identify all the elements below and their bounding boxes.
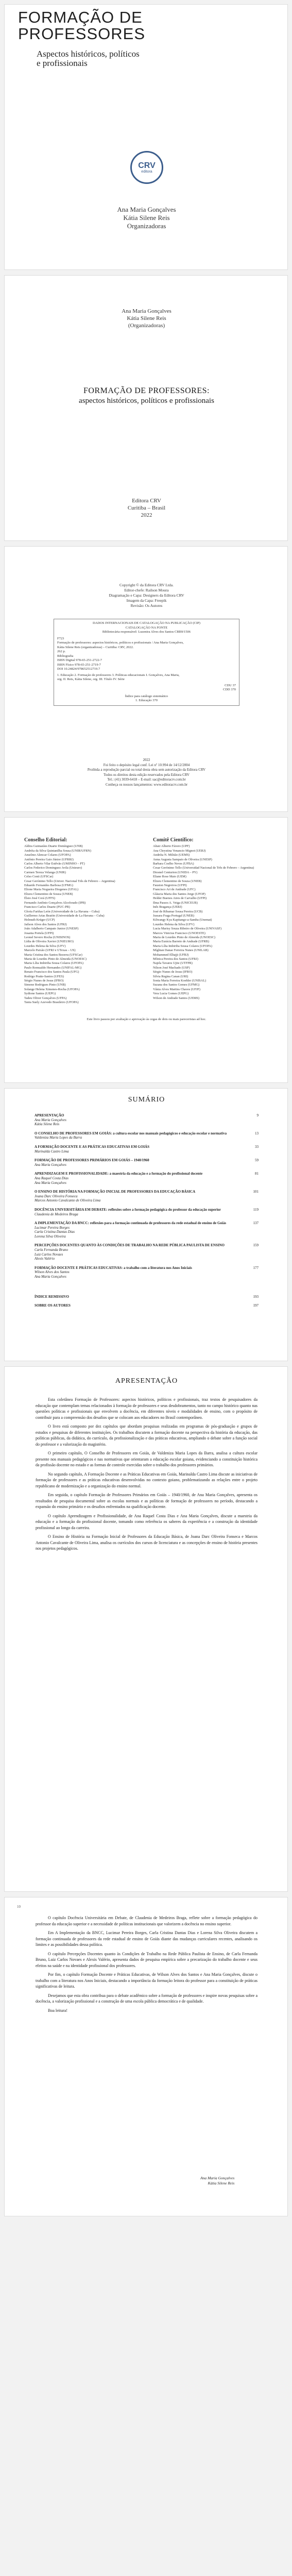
council-member: Sérgio Nunes de Jesus (IFRO) [153, 970, 193, 974]
presentation-paragraph: O livro está composto por dez capítulos que abordam pesquisas realizadas em programas de pós-graduação e grupos de estudos e pesquisas de diferentes instituições. Os trabalhos discutem a formação docente na perspectiva da história da educação, das políticas públicas, da didática, do currículo, da profissionalização e das práticas educativas, ampliando o debate sobre a função social do professor e a valorização do magistério. [36, 1424, 257, 1447]
presentation-paragraph: No segundo capítulo, A Formação Docente e as Práticas Educativas em Goiás, Marinalda Castro Lima discute as iniciativas de formação de professores e as práticas educativas desenvolvidas no contexto goiano, problematizando as relações entre o projeto republicano de modernização e a organização do ensino normal. [36, 1471, 257, 1488]
presentation-paragraph: O capítulo Percepções Docentes quanto às Condições de Trabalho na Rede Pública Paulista de Ensino, de Carla Fernanda Bruno, Luiz Carlos Novaes e Alexis Valério, apresenta dados de pesquisa empírica sobre a precarização do trabalho docente e seus efeitos na saúde e na identidade profissional dos professores. [36, 1951, 257, 1968]
council-member: Elizeu Clementino de Souza (UNEB) [153, 879, 202, 883]
council-member: Antônio Pereira Gaio Júnior (UFRRJ) [24, 857, 74, 861]
council-member: Jussara Fraga Portugal (UNEB) [153, 913, 194, 918]
council-member: Carlos Federico Dominguez Avila (Unieuro) [24, 866, 82, 870]
council-member: Jailson Alves dos Santos (UFRJ) [24, 922, 67, 926]
council-member: Lourdes Helena da Silva (UFV) [153, 922, 195, 926]
toc-entry-page: 13 [255, 1131, 259, 1136]
cip-line: Bibliografia [57, 654, 74, 658]
logo-subtext: editora [141, 170, 152, 174]
council-member: Tadeu Oliver Gonçalves (UFPA) [24, 996, 67, 1000]
presentation-paragraph: O capítulo Docência Universitária em Debate, de Claudenia de Medeiros Braga, reflete sobre a formação pedagógica do professor da educação superior e a necessidade de políticas institucionais que valorizem a docência no ensino superior. [36, 1916, 257, 1926]
toc-entry[interactable] [35, 1172, 259, 1185]
council-page [4, 817, 288, 1083]
committee-title: Comitê Científico: [153, 837, 194, 843]
cover-title-line1: FORMAÇÃO DE [18, 8, 143, 26]
council-member: Andréia da Silva Quintanilha Sousa (UNIR/UFRN) [24, 849, 91, 853]
cip-heading-2: CATALOGAÇÃO NA FONTE [125, 625, 168, 630]
cip-line: CDU 37 [225, 683, 236, 687]
presentation-continued-page [4, 1897, 288, 2216]
toc-entry-page: 177 [253, 1265, 259, 1270]
peer-review-note: Este livro passou por avaliação e aprovação às cegas de dois ou mais pareceristas ad hoc. [87, 1018, 207, 1021]
council-member: Maria Lília Imbiriba Sousa Colares (UFOPA) [153, 944, 213, 948]
review-line: Revisão: Os Autores [130, 603, 163, 608]
council-member: Silvia Regina Canan (URI) [153, 974, 188, 978]
toc-entry-page: 197 [253, 1303, 259, 1308]
council-member: Francisco Carlos Duarte (PUC-PR) [24, 905, 71, 909]
presentation-paragraph: O primeiro capítulo, O Conselho de Professores em Goiás, de Valdeniza Maria Lopes da Barra, analisa a cultura escolar presente nos manuais pedagógicos e nas normativas que orientaram a educação escolar goiana, evidenciando a constituição histórica da profissão docente no estado e as formas de controle exercidas sobre o trabalho dos professores primários. [36, 1451, 257, 1467]
presentation-paragraph: O capítulo Aprendizagem e Profissionalidade, de Ana Raquel Costa Dias e Ana Maria Gonçalves, discute a maestria da educação e a formação do profissional docente, tomando como referência os saberes da experiência e a construção da identidade profissional ao longo da carreira. [36, 1513, 257, 1530]
council-member: Francisco Ari de Andrade (UFC) [153, 888, 196, 892]
crv-logo [130, 151, 163, 184]
council-member: Sydione Santos (UEPG) [24, 992, 56, 996]
presentation-signature [200, 2176, 234, 2186]
council-member: Tania Suely Azevedo Brasileiro (UFOPA) [24, 1001, 79, 1005]
editor-chief-line: Editor-chefe: Railson Moura [124, 588, 169, 592]
cover-subtitle-line2: e profissionais [37, 58, 88, 68]
council-member: Eduardo Fernandes Barbosa (UFMG) [24, 884, 73, 888]
council-column [24, 838, 143, 1005]
cip-line: 1. Educação 370 [135, 699, 158, 702]
council-member: Helder Buenos Aires de Carvalho (UFPI) [153, 896, 207, 901]
cip-line: org. II. Reis, Kátia Silene, org. III. Título IV. Série [57, 677, 125, 681]
council-member: Carlos Alberto Vilar Estêvão (UMINHO – PT) [24, 862, 85, 866]
presentation-paragraph: Boa leitura! [48, 2008, 67, 2013]
summary-page [4, 1088, 288, 1361]
toc-entry-page: 137 [253, 1221, 259, 1226]
cover-image-line: Imagem da Capa: Freepik [126, 598, 167, 603]
toc-entry-title: FORMAÇÃO DOCENTE E PRÁTICAS EDUCATIVAS: a trabalho com a literatura nos Anos Iniciais [35, 1265, 192, 1270]
council-member: Maria de Lourdes Pinto de Almeida (UNOESC) [153, 935, 216, 939]
legal-line: Foi feito o depósito legal conf. Lei nº 10.994 de 14/12/2004 [103, 762, 190, 767]
cip-librarian: Bibliotecária responsável: Luzenira Alves dos Santos CRB9/1506 [102, 630, 191, 634]
council-member: Barbara Coelho Neves (UFBA) [153, 862, 194, 866]
signature-name-2: Kátia Silene Reis [208, 2181, 235, 2185]
cover-subtitle-line1: Aspectos históricos, políticos [37, 49, 140, 59]
cip-line: DOI 10.24824/978652512719.7 [57, 667, 100, 671]
toc-entry-title: O ENSINO DE HISTÓRIA NA FORMAÇÃO INICIAL DE PROFESSORES DA EDUCAÇÃO BÁSICA [35, 1190, 196, 1194]
cip-line: Índice para catálogo sistemático [125, 694, 168, 698]
toc-entry[interactable] [35, 1131, 259, 1140]
toc-entry[interactable] [35, 1243, 259, 1261]
presentation-page [4, 1366, 288, 1892]
presentation-paragraph: Desejamos que esta obra contribua para o debate acadêmico sobre a formação de professores e inspire novas pesquisas sobre a docência, a valorização profissional e a construção de uma escola pública democrática e de qualidade. [36, 1993, 257, 2004]
council-member: Altair Alberto Fávero (UPF) [153, 844, 190, 849]
council-member: Anselmo Alencar Colares (UFOPA) [24, 853, 71, 857]
toc-entry-title: DOCÊNCIA UNIVERSITÁRIA EM DEBATE: reflexões sobre a formação pedagógica do professor da educação superior [35, 1207, 221, 1212]
cip-line: 262 p. [57, 650, 66, 653]
copyright-page [4, 546, 288, 812]
council-member: Elizeu Clementino de Souza (UNEB) [24, 892, 73, 896]
toc-entry[interactable] [35, 1208, 259, 1216]
council-member: Leonel Severo Rocha (UNISINOS) [24, 935, 71, 939]
legal-notice [5, 758, 288, 787]
legal-year: 2022 [143, 758, 150, 762]
presentation-paragraph: O Ensino de História na Formação Inicial de Professores da Educação Básica, de Joana Darc Oliveira Fonseca e Marcos Antonio Cavalcante de Oliveira Lima, analisa os currículos dos cursos de licenciatura e as concepções de ensino de história presentes nos projetos pedagógicos. [36, 1534, 257, 1551]
title-page-title: FORMAÇÃO DE PROFESSORES: [83, 386, 210, 395]
toc-entry-title: APRENDIZAGEM E PROFISSIONALIDADE: a maestria da educação e a formação do profissional docente [35, 1172, 203, 1176]
cip-line: ISBN Digital 978-65-251-2722-7 [57, 658, 102, 662]
presentation-paragraph: Esta coletânea Formação de Professores: aspectos históricos, políticos e profissionais, traz textos de pesquisadores da educação que contemplam temas relacionados à formação de professores e seus desdobramentos, tanto no campo histórico quanto nas questões políticas e profissionais que envolvem a docência, em diferentes níveis e modalidades de ensino, com o propósito de contribuir para a compreensão dos desafios que se colocam aos educadores no Brasil contemporâneo. [36, 1397, 257, 1420]
imprint-year: 2022 [141, 512, 152, 518]
council-member: Cesar Gerónimo Tello (Univer. Nacional Três de Febrero – Argentina) [24, 879, 115, 883]
council-member: Marcos Vinicius Francisco (UNOESTE) [153, 931, 205, 935]
council-member: Suzana dos Santos Gomes (UFMG) [153, 983, 200, 987]
toc-entry-page: 119 [253, 1207, 259, 1212]
council-member: Carmen Tereza Velanga (UNIR) [24, 870, 66, 874]
toc-entry-title: APRESENTAÇÃO [35, 1113, 64, 1117]
cover-editors-role: Organizadoras [127, 222, 166, 230]
toc-entry-authors: Carla Fernanda Bruno Luiz Carlos Novaes Alexis Valério [35, 1248, 68, 1261]
council-member: Mônica Pereira dos Santos (UFRJ) [153, 957, 198, 961]
council-member: Maria Lília Imbiriba Sousa Colares (UFOPA) [24, 961, 84, 965]
presentation-paragraph: Por fim, o capítulo Formação Docente e Práticas Educativas, de Wilson Alves dos Santos e Ana Maria Gonçalves, discute o trabalho com a literatura nos Anos Iniciais, destacando a importância da formação leitora do professor para a constituição de práticas significativas de leitura. [36, 1972, 257, 1989]
council-member: Najela Tavares Ujiie (UTFPR) [153, 961, 193, 965]
cip-code: F723 [57, 636, 64, 640]
toc-entry-page: 159 [253, 1243, 259, 1248]
council-member: Nilson José Machado (USP) [153, 965, 190, 970]
cip-box [54, 619, 239, 706]
layout-line: Diagramação e Capa: Designers da Editora CRV [109, 593, 184, 598]
toc-entry-authors: Valdeniza Maria Lopes da Barra [35, 1136, 82, 1140]
toc-entry-title: PERCEPÇÕES DOCENTES QUANTO ÀS CONDIÇÕES DE TRABALHO NA REDE PÚBLICA PAULISTA DE ENSINO [35, 1243, 225, 1248]
council-list [24, 844, 143, 1005]
council-member: Sonia Maria Ferreira Koehler (UNISAL) [153, 979, 207, 982]
title-editor-1: Ana Maria Gonçalves [122, 308, 171, 314]
council-member: Maria de Lourdes Pinto de Almeida (UNOESC) [24, 957, 87, 961]
council-member: Rodrigo Pratte-Santos (UFES) [24, 974, 64, 978]
toc-entry-authors: Ana Maria Gonçalves [35, 1162, 66, 1167]
toc-entry[interactable] [35, 1158, 259, 1167]
council-member: Cesar Gerónimo Tello (Universidad Nacional de Três de Febrero – Argentina) [153, 866, 254, 870]
committee-list [153, 844, 271, 1001]
signature-name-1: Ana Maria Gonçalves [200, 2176, 235, 2180]
council-title: Conselho Editorial: [24, 837, 67, 843]
cip-line: CDD 370 [222, 688, 236, 691]
council-member: Paulo Romualdo Hernandes (UNIFAL-MG) [24, 965, 82, 970]
toc-entry[interactable] [35, 1295, 259, 1299]
toc-entry-authors: Claudenia de Medeiros Braga [35, 1212, 78, 1216]
cip-line: 1. Educação 2. Formação de professores 3. Políticas educacionais I. Gonçalves, Ana Maria, [57, 673, 180, 677]
cover-editor-1: Ana Maria Gonçalves [117, 206, 176, 213]
toc-entry-authors: Wilson Alves dos Santos Ana Maria Gonçalves [35, 1270, 70, 1279]
presentation-paragraph: Em A Implementação da BNCC, Lucimar Pereira Borges, Carla Cristina Dantas Dias e Lorena Silva Oliveira discutem a formação continuada de professores da rede estadual de ensino de Goiás diante das mudanças curriculares recentes, analisando os limites e as possibilidades dessa política. [36, 1930, 257, 1947]
legal-line: Proibida a reprodução parcial ou total desta obra sem autorização da Editora CRV [87, 768, 206, 772]
council-member: Wilson de Andrade Santos (UEMS) [153, 996, 199, 1000]
title-page-editors [5, 308, 288, 329]
council-member: Mohammed Elhajji (UFRJ) [153, 953, 189, 957]
toc-entry[interactable] [35, 1221, 259, 1239]
council-member: Solange Helena Ximenes-Rocha (UFOPA) [24, 987, 80, 991]
council-member: Míghian Danae Ferreira Nunes (UNILAB) [153, 948, 209, 953]
council-member: Sérgio Nunes de Jesus (IFRO) [24, 979, 64, 982]
cover-editors [5, 206, 288, 230]
copyright-credits [5, 583, 288, 608]
imprint-city: Curitiba – Brasil [127, 505, 166, 511]
toc-entry-authors: Lucimar Pereira Borges Carla Cristina Dantas Dias Lorena Silva Oliveira [35, 1225, 75, 1239]
council-member: Fauston Negreiros (UFPI) [153, 884, 187, 888]
council-member: Ana Chrystina Venancio Mignot (UERJ) [153, 849, 206, 853]
toc-entry-title: FORMAÇÃO DE PROFESSORES PRIMÁRIOS EM GOIÁS – 1940/1960 [35, 1158, 149, 1163]
committee-column [153, 838, 271, 1001]
council-member: Vânia Alves Martins Chaves (UFJF) [153, 987, 200, 991]
council-member: Helmuth Krüger (UCP) [24, 918, 55, 922]
council-member: Gloria Fariñas León (Universidade de La Havana – Cuba) [24, 909, 100, 913]
cip-line: ISBN Físico 978-65-251-2719-7 [57, 663, 101, 667]
toc-entry[interactable] [35, 1145, 259, 1154]
council-member: Josania Portela (UFPI) [24, 931, 54, 935]
cover-page [4, 4, 288, 270]
toc-entry-authors: Ana Maria Gonçalves Kátia Silene Reis [35, 1117, 66, 1127]
council-member: Anna Augusta Sampaio de Oliveira (UNESP) [153, 857, 212, 861]
presentation-paragraph: Em seguida, o capítulo Formação de Professores Primários em Goiás – 1940/1960, de Ana Maria Gonçalves, apresenta os resultados de pesquisa documental sobre as escolas normais e as políticas de formação de professores no período, destacando a expansão do ensino primário e os desafios enfrentados na qualificação docente. [36, 1493, 257, 1509]
toc-entry-title: A IMPLEMENTAÇÃO DA BNCC: reflexões para a formação continuada de professores da rede estadual de ensino de Goiás [35, 1221, 227, 1226]
toc-entry-authors: Joana Darc Oliveira Fonseca Marcos Antonio Cavalcante de Oliveira Lima [35, 1194, 101, 1203]
council-member: Inês Bragança (UERJ) [153, 905, 182, 909]
toc-entry-page: 81 [255, 1172, 259, 1176]
council-member: Kilwangy Kya Kapitango-a-Samba (Unemat) [153, 918, 212, 922]
toc-entry[interactable] [35, 1303, 259, 1308]
council-member: Maria Cristina dos Santos Bezerra (UFSCar) [24, 953, 82, 957]
title-editors-role: (Organizadoras) [128, 323, 165, 329]
council-member: Simone Rodrigues Pinto (UNB) [24, 983, 66, 987]
toc-entry-title: O CONSELHO DE PROFESSORES EM GOIÁS: a cultura escolar nos manuais pedagógicos e educação escolar e normativa [35, 1131, 227, 1136]
cover-title-line2: PROFESSORES [18, 25, 145, 43]
toc-entry-page: 101 [253, 1190, 259, 1194]
council-member: Fernando Antônio Gonçalves Alcoforado (IPB) [24, 901, 86, 905]
council-member: Lídia de Oliveira Xavier (UNIEURO) [24, 940, 74, 944]
title-page-subtitle: aspectos históricos, políticos e profissionais [79, 397, 214, 405]
toc-entry[interactable] [35, 1190, 259, 1203]
council-member: Gláucia Maria dos Santos Jorge (UFOP) [153, 892, 205, 896]
council-member: Lourdes Helena da Silva (UFV) [24, 944, 66, 948]
cip-line: Formação de professores: aspectos históricos, políticos e profissionais / Ana Maria Gonçalves, [57, 641, 184, 645]
toc-entry-authors: Ana Raquel Costa Dias Ana Maria Gonçalves [35, 1176, 68, 1185]
copyright-line: Copyright © da Editora CRV Ltda. [119, 583, 174, 587]
toc-entry-page: 59 [255, 1158, 259, 1163]
toc-entry-page: 33 [255, 1144, 259, 1149]
council-member: Aldira Guimarães Duarte Domínguez (UNB) [24, 844, 83, 849]
cip-heading-1: DADOS INTERNACIONAIS DE CATALOGAÇÃO NA PUBLICAÇÃO (CIP) [93, 621, 200, 625]
council-member: Maria Eurácia Barreto de Andrade (UFRB) [153, 940, 209, 944]
council-member: Celso Conti (UFSCar) [24, 875, 54, 879]
council-member: Élsio José Corá (UFFS) [24, 896, 55, 901]
presentation-body [36, 1397, 257, 1555]
toc-entry-authors: Marinalda Castro Lima [35, 1149, 69, 1154]
council-member: Lucia Marisy Souza Ribeiro de Oliveira (UNIVASF) [153, 927, 222, 931]
council-member: Vera Lucia Gomes (UEPG) [153, 992, 189, 996]
table-of-contents [35, 1113, 259, 1313]
legal-website: Conheça os nossos lançamentos: www.editoracrv.com.br [105, 782, 188, 787]
page-number: 10 [17, 1905, 21, 1909]
legal-line: Todos os direitos desta edição reservados pela Editora CRV [104, 772, 190, 777]
logo-text: CRV [138, 161, 156, 170]
council-member: Guillermo Arias Beatón (Universidade de La Havana – Cuba) [24, 913, 105, 918]
cip-line: Kátia Silene Reis (organizadoras) – Curitiba: CRV, 2022. [57, 645, 134, 649]
toc-entry[interactable] [35, 1113, 259, 1127]
title-page-imprint [5, 497, 288, 519]
presentation-body-continued [36, 1915, 257, 2016]
presentation-title: APRESENTAÇÃO [115, 1377, 178, 1385]
council-member: José de Ribamar Sousa Pereira (UCB) [153, 909, 203, 913]
council-member: Renato Francisco dos Santos Paula (UFG) [24, 970, 79, 974]
council-member: Eliane Rose Maio (UEM) [153, 875, 186, 879]
toc-entry-title: A FORMAÇÃO DOCENTE E AS PRÁTICAS EDUCATIVAS EM GOIÁS [35, 1144, 149, 1149]
legal-contact: Tel.: (41) 3039-6418 – E-mail: sac@editoracrv.com.br [107, 777, 186, 782]
toc-entry-title: SOBRE OS AUTORES [35, 1303, 71, 1308]
council-member: Marcelo Paixão (UFRJ e UTexas – US) [24, 948, 76, 953]
toc-entry[interactable] [35, 1266, 259, 1279]
toc-entry-title: ÍNDICE REMISSIVO [35, 1294, 69, 1299]
council-member: Ilma Passos A. Veiga (UNICEUB) [153, 901, 198, 905]
imprint-publisher: Editora CRV [132, 498, 161, 504]
title-page [4, 275, 288, 541]
council-member: João Adalberto Campato Junior (UNESP) [24, 927, 79, 931]
summary-title: SUMÁRIO [128, 1096, 165, 1104]
council-member: Elione Maria Nogueira Diogenes (UFAL) [24, 888, 79, 892]
council-member: Andréia N. Militão (UEMS) [153, 853, 190, 857]
council-member: Diosnel Centurion (UNIDA – PY) [153, 870, 198, 874]
toc-entry-page: 9 [256, 1113, 259, 1117]
toc-entry-page: 193 [253, 1294, 259, 1299]
title-editor-2: Kátia Silene Reis [127, 315, 166, 321]
cover-editor-2: Kátia Silene Reis [123, 214, 170, 222]
